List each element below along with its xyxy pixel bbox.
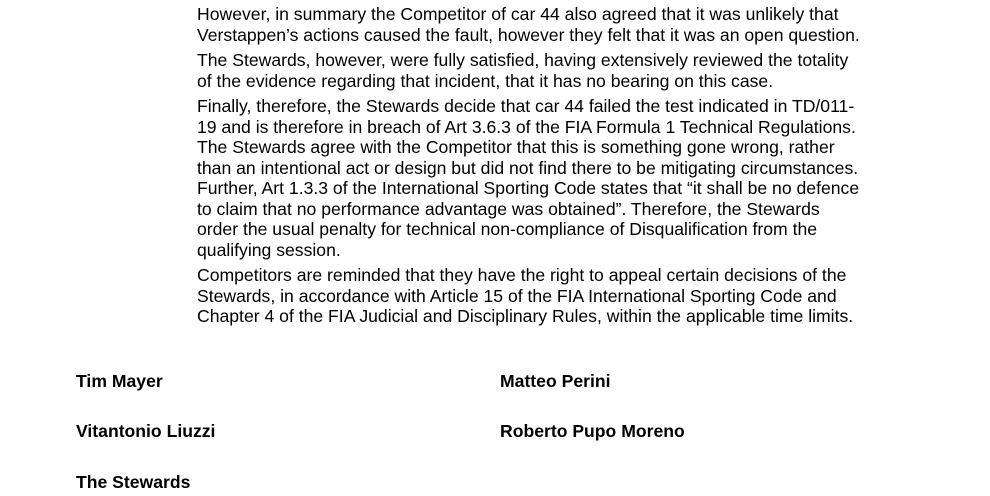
steward-name: Tim Mayer (76, 371, 163, 391)
steward-name: Roberto Pupo Moreno (500, 421, 685, 441)
steward-name: Matteo Perini (500, 371, 611, 391)
paragraph-appeal-notice: Competitors are reminded that they have the right to appeal certain decisions of the Stewards, in accordance with Article 15 of the FIA International Sporting Code and Chapter 4 of the FIA Judicial and Disciplinary Rules, within the applicable time limits. (197, 265, 854, 326)
stewards-label: The Stewards (76, 472, 191, 492)
paragraph-summary: However, in summary the Competitor of car 44 also agreed that it was unlikely that Verstappen’s actions caused the fault, however they felt that it was an open question. (197, 4, 860, 45)
decision-body (197, 4, 917, 332)
paragraph-decision: Finally, therefore, the Stewards decide that car 44 failed the test indicated in TD/011- 19 and is therefore in breach of Art 3.6.3 of the FIA Formula 1 Technical Regulations. The Stewards agree with the Competitor that this is something gone wrong, rather than an intentional act or design but did not find there to be mitigating circumstances. Further, Art 1.3.3 of the International Sporting Code states that “it shall be no defence to claim that no performance advantage was obtained”. Therefore, the Stewards order the usual penalty for technical non-compliance of Disqualification from the qualifying session. (197, 96, 860, 260)
steward-name: Vitantonio Liuzzi (76, 421, 216, 441)
paragraph-stewards-satisfied: The Stewards, however, were fully satisfied, having extensively reviewed the totality of the evidence regarding that incident, that it has no bearing on this case. (197, 50, 849, 91)
